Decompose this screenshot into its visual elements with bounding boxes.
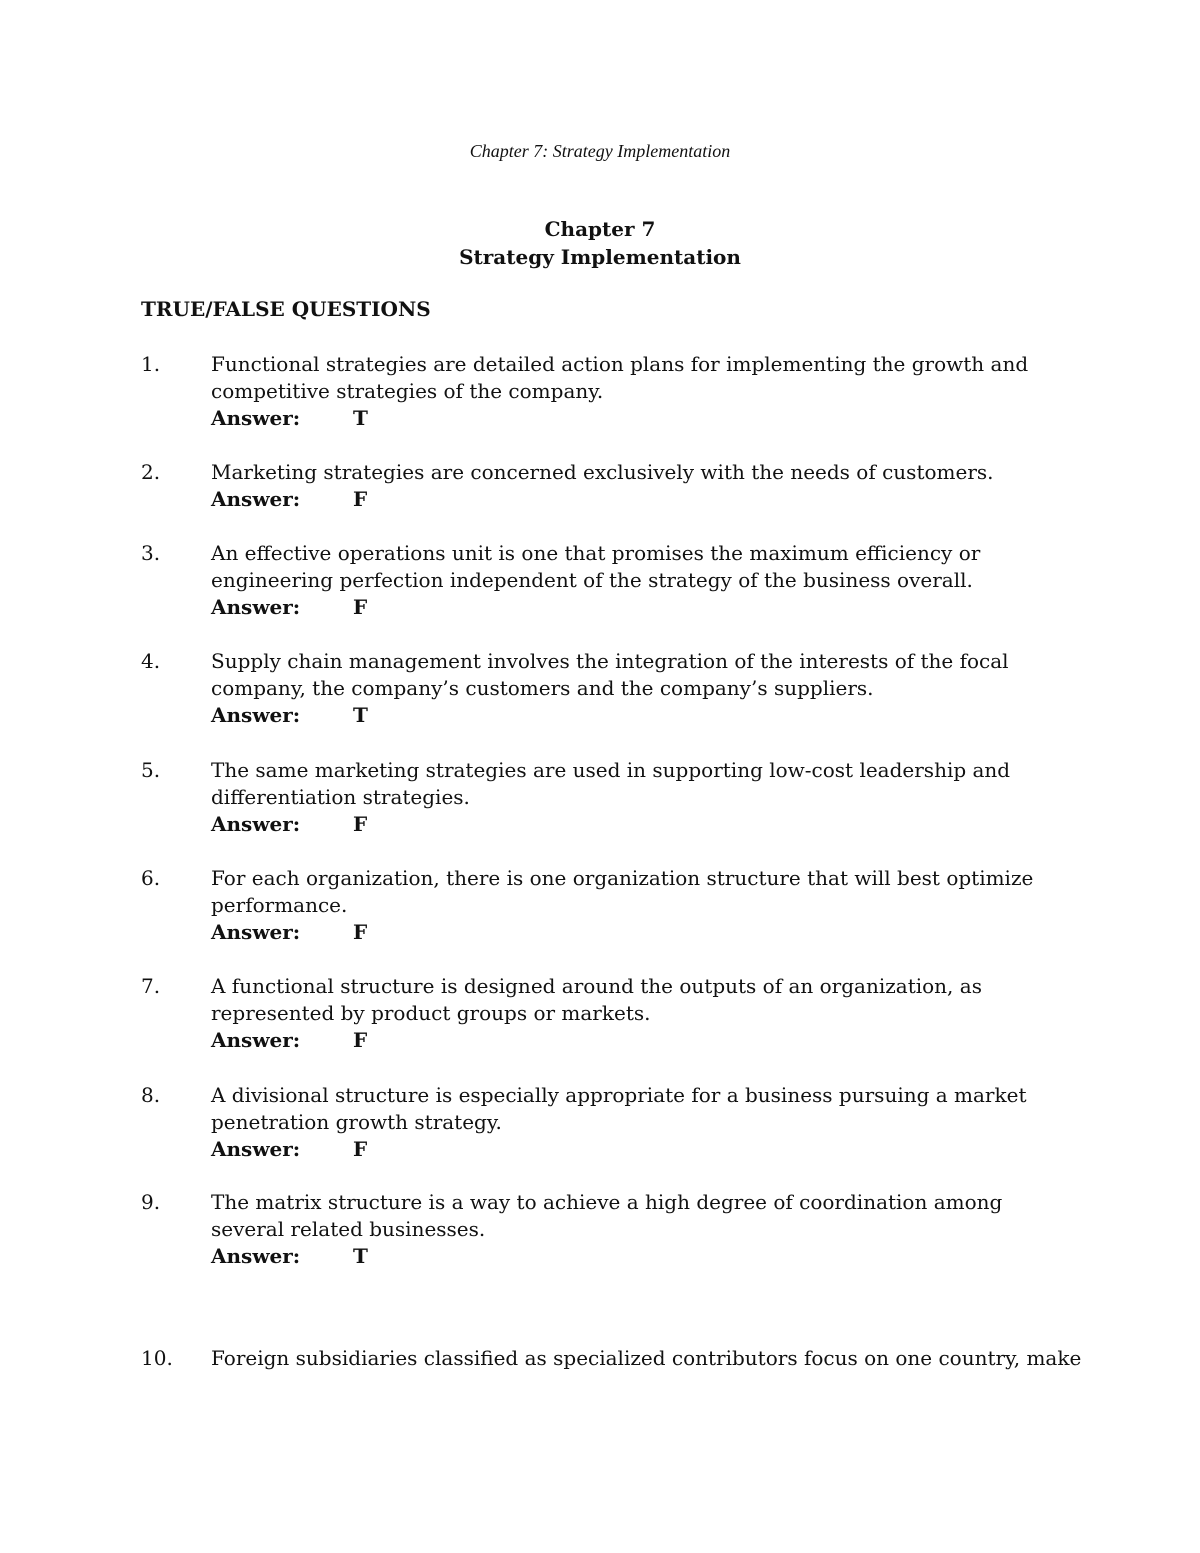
answer-row bbox=[211, 811, 1061, 838]
question-body bbox=[211, 1082, 1061, 1163]
answer-value: F bbox=[353, 920, 368, 944]
answer-value: T bbox=[353, 1244, 368, 1268]
answer-label: Answer: bbox=[211, 920, 301, 944]
answer-row bbox=[211, 1243, 1061, 1270]
question-text: Functional strategies are detailed action plans for implementing the growth and competitive strategies of the company. bbox=[211, 352, 1029, 403]
question-number: 1. bbox=[141, 352, 161, 376]
question-text: Marketing strategies are concerned exclusively with the needs of customers. bbox=[211, 460, 994, 484]
question-body bbox=[211, 1345, 1082, 1372]
answer-row bbox=[211, 702, 1061, 729]
question-number: 10. bbox=[141, 1346, 173, 1370]
question-number: 8. bbox=[141, 1083, 161, 1107]
answer-label: Answer: bbox=[211, 487, 301, 511]
chapter-name: Strategy Implementation bbox=[459, 245, 741, 269]
running-header: Chapter 7: Strategy Implementation bbox=[469, 141, 731, 161]
answer-row bbox=[211, 405, 1061, 432]
answer-label: Answer: bbox=[211, 703, 301, 727]
question-body bbox=[211, 865, 1061, 946]
answer-value: F bbox=[353, 595, 368, 619]
question-body bbox=[211, 540, 1061, 621]
answer-value: F bbox=[353, 487, 368, 511]
answer-row bbox=[211, 594, 1061, 621]
question-text: The same marketing strategies are used in supporting low-cost leadership and differentiation strategies. bbox=[211, 758, 1011, 809]
question-number: 4. bbox=[141, 649, 161, 673]
answer-row bbox=[211, 919, 1061, 946]
question-number: 9. bbox=[141, 1190, 161, 1214]
question-text: Supply chain management involves the integration of the interests of the focal company, the company’s customers and the company’s suppliers. bbox=[211, 649, 1009, 700]
question-text: For each organization, there is one organization structure that will best optimize performance. bbox=[211, 866, 1034, 917]
answer-label: Answer: bbox=[211, 1137, 301, 1161]
answer-row bbox=[211, 1136, 1061, 1163]
question-text: The matrix structure is a way to achieve a high degree of coordination among several related businesses. bbox=[211, 1190, 1003, 1241]
question-body bbox=[211, 648, 1061, 729]
answer-label: Answer: bbox=[211, 595, 301, 619]
question-body bbox=[211, 1189, 1061, 1270]
answer-label: Answer: bbox=[211, 812, 301, 836]
section-heading: TRUE/FALSE QUESTIONS bbox=[141, 297, 431, 321]
question-number: 5. bbox=[141, 758, 161, 782]
answer-value: T bbox=[353, 406, 368, 430]
question-body bbox=[211, 757, 1061, 838]
answer-value: F bbox=[353, 812, 368, 836]
answer-label: Answer: bbox=[211, 1028, 301, 1052]
answer-row bbox=[211, 486, 1061, 513]
question-text: An effective operations unit is one that promises the maximum efficiency or engineering perfection independent of the strategy of the business overall. bbox=[211, 541, 981, 592]
chapter-number: Chapter 7 bbox=[544, 217, 656, 241]
question-number: 6. bbox=[141, 866, 161, 890]
answer-label: Answer: bbox=[211, 406, 301, 430]
question-text: A divisional structure is especially appropriate for a business pursuing a market penetration growth strategy. bbox=[211, 1083, 1027, 1134]
question-number: 2. bbox=[141, 460, 161, 484]
question-number: 7. bbox=[141, 974, 161, 998]
question-number: 3. bbox=[141, 541, 161, 565]
answer-value: T bbox=[353, 703, 368, 727]
question-body bbox=[211, 459, 1061, 513]
answer-label: Answer: bbox=[211, 1244, 301, 1268]
chapter-title-block bbox=[0, 215, 1200, 271]
answer-row bbox=[211, 1027, 1061, 1054]
answer-value: F bbox=[353, 1137, 368, 1161]
question-text: Foreign subsidiaries classified as specialized contributors focus on one country, make bbox=[211, 1346, 1082, 1370]
question-body bbox=[211, 973, 1061, 1054]
question-body bbox=[211, 351, 1061, 432]
answer-value: F bbox=[353, 1028, 368, 1052]
question-text: A functional structure is designed around the outputs of an organization, as represented by product groups or markets. bbox=[211, 974, 982, 1025]
